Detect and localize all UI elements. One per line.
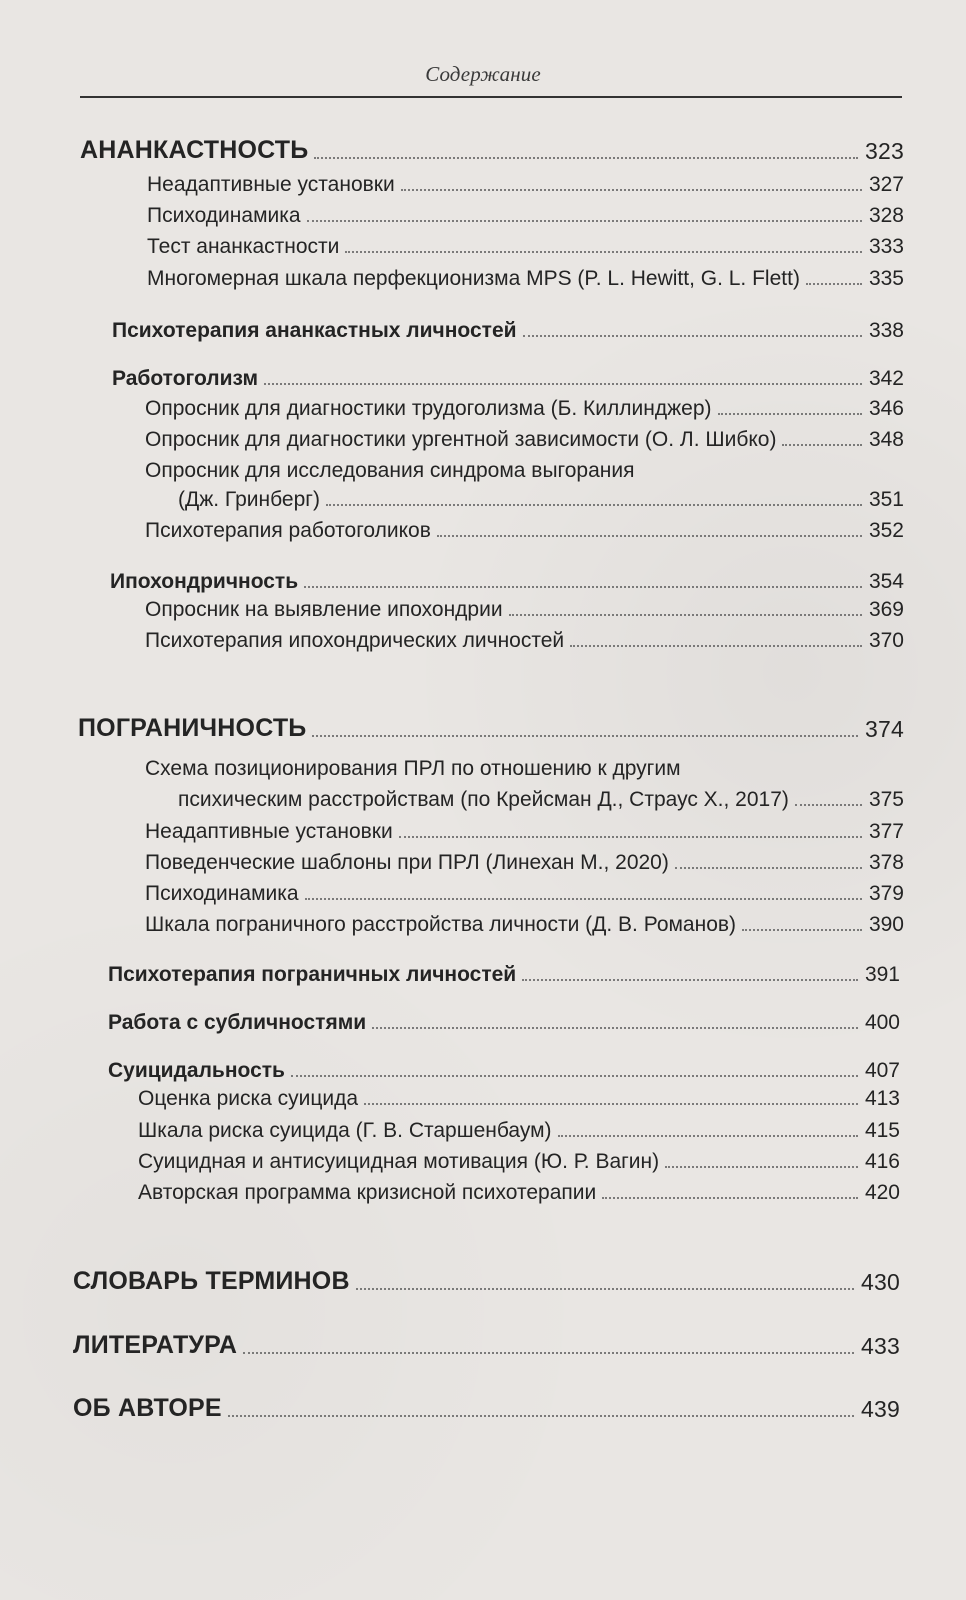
toc-dotted-leader bbox=[264, 382, 862, 385]
toc-item-shkala-riska[interactable] bbox=[138, 1116, 900, 1141]
toc-page-number: 416 bbox=[864, 1150, 900, 1173]
toc-item-label: Шкала пограничного расстройства личности (Д. В. Романов) bbox=[145, 913, 737, 936]
toc-item-label: Опросник на выявление ипохондрии bbox=[145, 598, 503, 621]
toc-item-label: Тест ананкастности bbox=[147, 235, 340, 258]
toc-page-number: 400 bbox=[864, 1011, 900, 1034]
toc-part-label: АНАНКАСТНОСТЬ bbox=[80, 136, 309, 164]
toc-item-label: Неадаптивные установки bbox=[145, 820, 393, 843]
toc-page-number: 369 bbox=[868, 598, 904, 621]
toc-item-ocenka-riska[interactable] bbox=[138, 1084, 900, 1109]
toc-item-label: (Дж. Гринберг) bbox=[178, 488, 320, 511]
toc-section-rabotogolizm[interactable] bbox=[112, 364, 904, 389]
toc-part-anankastnost[interactable] bbox=[80, 132, 904, 163]
toc-item-label: Психотерапия работоголиков bbox=[145, 519, 431, 542]
toc-section-label: Работоголизм bbox=[112, 367, 258, 390]
toc-page-number: 354 bbox=[868, 570, 904, 593]
toc-page-number: 370 bbox=[868, 629, 904, 652]
toc-dotted-leader bbox=[326, 503, 862, 506]
toc-dotted-leader bbox=[558, 1134, 858, 1137]
toc-item-label: Опросник для диагностики ургентной зависимости (О. Л. Шибко) bbox=[145, 428, 777, 451]
toc-dotted-leader bbox=[356, 1287, 854, 1290]
toc-dotted-leader bbox=[522, 978, 858, 981]
toc-part-literatura[interactable] bbox=[73, 1327, 900, 1358]
toc-dotted-leader bbox=[243, 1351, 854, 1354]
toc-page-number: 323 bbox=[865, 138, 904, 164]
toc-page-number: 430 bbox=[861, 1269, 900, 1295]
toc-item-psihoterapiya-ipohondricheskih[interactable] bbox=[145, 626, 904, 651]
toc-dotted-leader bbox=[307, 219, 862, 222]
toc-page-number: 407 bbox=[864, 1059, 900, 1082]
toc-item-suicidnaya-motivaciya[interactable] bbox=[138, 1147, 900, 1172]
toc-item-ipohondriya[interactable] bbox=[145, 595, 904, 620]
toc-section-subpersonalities[interactable] bbox=[108, 1008, 900, 1033]
toc-item-neadaptivnye-ustanovki-2[interactable] bbox=[145, 817, 904, 842]
toc-page-number: 335 bbox=[868, 267, 904, 290]
toc-dotted-leader bbox=[401, 188, 862, 191]
toc-item-label: Схема позиционирования ПРЛ по отношению к другим bbox=[145, 757, 681, 780]
toc-item-neadaptivnye-ustanovki-1[interactable] bbox=[147, 170, 904, 195]
toc-item-psihodinamika-1[interactable] bbox=[147, 201, 904, 226]
toc-item-label: Оценка риска суицида bbox=[138, 1087, 359, 1110]
toc-dotted-leader bbox=[523, 334, 862, 337]
toc-page-number: 351 bbox=[868, 488, 904, 511]
toc-dotted-leader bbox=[806, 282, 862, 285]
toc-item-shema-line-2[interactable] bbox=[178, 785, 904, 810]
toc-part-slovar-terminov[interactable] bbox=[73, 1263, 900, 1294]
toc-dotted-leader bbox=[665, 1165, 858, 1168]
toc-section-label: Ипохондричность bbox=[110, 570, 299, 593]
toc-dotted-leader bbox=[399, 835, 862, 838]
header-divider bbox=[80, 96, 902, 98]
toc-item-vygoranie-line-1[interactable] bbox=[145, 456, 904, 481]
toc-part-label: ПОГРАНИЧНОСТЬ bbox=[78, 714, 307, 742]
toc-item-urgent[interactable] bbox=[145, 425, 904, 450]
toc-section-suicidalnost[interactable] bbox=[108, 1056, 900, 1081]
toc-dotted-leader bbox=[437, 534, 862, 537]
toc-page-number: 433 bbox=[861, 1333, 900, 1359]
toc-part-label: ЛИТЕРАТУРА bbox=[73, 1331, 238, 1359]
toc-item-label: Опросник для диагностики трудоголизма (Б. Киллинджер) bbox=[145, 397, 712, 420]
toc-dotted-leader bbox=[345, 250, 862, 253]
toc-part-ob-avtore[interactable] bbox=[73, 1390, 900, 1421]
page-header-title: Содержание bbox=[425, 62, 541, 86]
toc-item-label: Авторская программа кризисной психотерапии bbox=[138, 1181, 597, 1204]
toc-dotted-leader bbox=[314, 156, 858, 159]
toc-page-number: 375 bbox=[868, 788, 904, 811]
toc-section-label: Работа с субличностями bbox=[108, 1011, 367, 1034]
toc-dotted-leader bbox=[509, 613, 862, 616]
toc-page-number: 439 bbox=[861, 1396, 900, 1422]
toc-item-label: Психодинамика bbox=[145, 882, 299, 905]
toc-part-label: ОБ АВТОРЕ bbox=[73, 1394, 222, 1422]
toc-dotted-leader bbox=[304, 585, 862, 588]
toc-page-number: 415 bbox=[864, 1119, 900, 1142]
toc-item-label: Многомерная шкала перфекционизма MPS (P. L. Hewitt, G. L. Flett) bbox=[147, 267, 800, 290]
toc-item-label: Суицидная и антисуицидная мотивация (Ю. Р. Вагин) bbox=[138, 1150, 660, 1173]
toc-item-label: психическим расстройствам (по Крейсман Д., Страус Х., 2017) bbox=[178, 788, 789, 811]
toc-dotted-leader bbox=[675, 866, 862, 869]
toc-item-label: Шкала риска суицида (Г. В. Старшенбаум) bbox=[138, 1119, 552, 1142]
toc-section-psihoterapiya-pogranichnyh[interactable] bbox=[108, 960, 900, 985]
toc-item-label: Психодинамика bbox=[147, 204, 301, 227]
toc-item-label: Поведенческие шаблоны при ПРЛ (Линехан М., 2020) bbox=[145, 851, 669, 874]
toc-page-number: 377 bbox=[868, 820, 904, 843]
toc-item-label: Опросник для исследования синдрома выгорания bbox=[145, 459, 635, 482]
toc-dotted-leader bbox=[570, 644, 862, 647]
toc-page-number: 327 bbox=[868, 173, 904, 196]
toc-page-number: 374 bbox=[865, 716, 904, 742]
toc-page-number: 378 bbox=[868, 851, 904, 874]
toc-dotted-leader bbox=[312, 734, 858, 737]
toc-page-number: 379 bbox=[868, 882, 904, 905]
toc-section-label: Суицидальность bbox=[108, 1059, 285, 1082]
toc-page-number: 420 bbox=[864, 1181, 900, 1204]
toc-page-number: 342 bbox=[868, 367, 904, 390]
toc-page-number: 352 bbox=[868, 519, 904, 542]
toc-page-number: 391 bbox=[864, 963, 900, 986]
toc-page-number: 333 bbox=[868, 235, 904, 258]
toc-item-trudogolizm[interactable] bbox=[145, 394, 904, 419]
toc-item-label: Неадаптивные установки bbox=[147, 173, 395, 196]
toc-dotted-leader bbox=[602, 1196, 858, 1199]
toc-dotted-leader bbox=[228, 1414, 854, 1417]
toc-section-psihoterapiya-anankastnyh[interactable] bbox=[112, 316, 904, 341]
toc-section-label: Психотерапия ананкастных личностей bbox=[112, 319, 517, 342]
toc-page-number: 348 bbox=[868, 428, 904, 451]
toc-dotted-leader bbox=[364, 1102, 858, 1105]
toc-part-label: СЛОВАРЬ ТЕРМИНОВ bbox=[73, 1267, 350, 1295]
toc-item-mps[interactable] bbox=[147, 264, 904, 289]
toc-dotted-leader bbox=[305, 897, 862, 900]
toc-item-vygoranie-line-2[interactable] bbox=[178, 485, 904, 510]
toc-item-shema-line-1[interactable] bbox=[145, 754, 904, 779]
toc-dotted-leader bbox=[795, 803, 862, 806]
toc-dotted-leader bbox=[291, 1074, 858, 1077]
toc-dotted-leader bbox=[372, 1026, 858, 1029]
toc-section-ipohondrichnost[interactable] bbox=[110, 567, 904, 592]
toc-item-shkala-pogranichnogo[interactable] bbox=[145, 910, 904, 935]
toc-item-avtorskaya-programma[interactable] bbox=[138, 1178, 900, 1203]
toc-dotted-leader bbox=[718, 412, 862, 415]
toc-page-number: 346 bbox=[868, 397, 904, 420]
toc-dotted-leader bbox=[782, 443, 861, 446]
toc-page-number: 328 bbox=[868, 204, 904, 227]
toc-item-test-anankastnosti[interactable] bbox=[147, 232, 904, 257]
toc-page-number: 338 bbox=[868, 319, 904, 342]
toc-page-number: 390 bbox=[868, 913, 904, 936]
toc-item-psihoterapiya-rabotogolikov[interactable] bbox=[145, 516, 904, 541]
toc-item-psihodinamika-2[interactable] bbox=[145, 879, 904, 904]
toc-section-label: Психотерапия пограничных личностей bbox=[108, 963, 517, 986]
toc-part-pogranichnost[interactable] bbox=[78, 710, 904, 741]
toc-item-povedencheskie-shablony[interactable] bbox=[145, 848, 904, 873]
toc-dotted-leader bbox=[742, 928, 862, 931]
toc-item-label: Психотерапия ипохондрических личностей bbox=[145, 629, 565, 652]
toc-page-number: 413 bbox=[864, 1087, 900, 1110]
